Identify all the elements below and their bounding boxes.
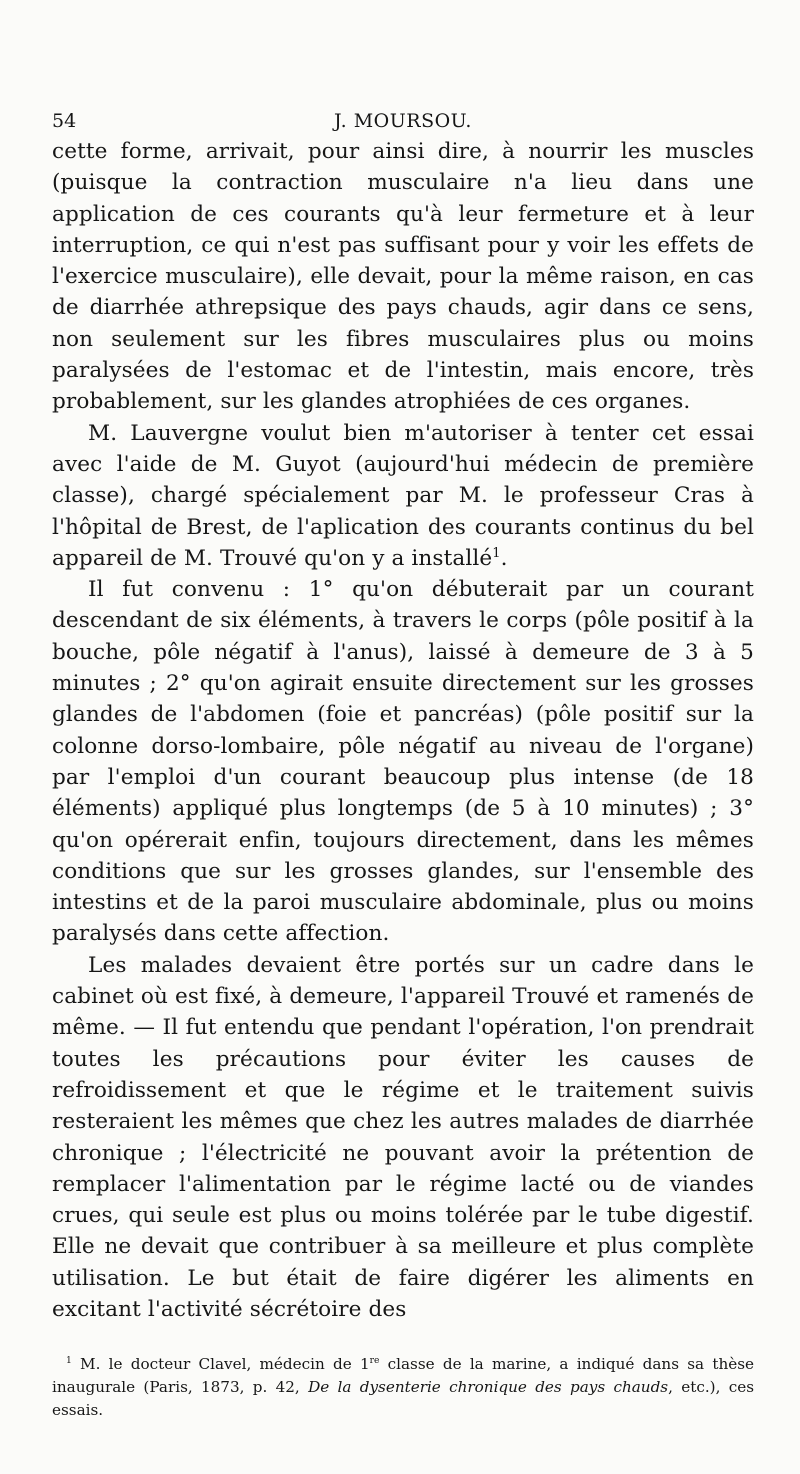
body-text xyxy=(52,136,754,1325)
paragraph-text: M. Lauvergne voulut bien m'autoriser à tenter cet essai avec l'aide de M. Guyot (aujourd'hui médecin de première classe), chargé spécialement par M. le professeur Cras à l'hôpital de Brest, de l'aplication des courants continus du bel appareil de M. Trouvé qu'on y a installé xyxy=(52,420,754,571)
footnote-ordinal: re xyxy=(369,1356,380,1367)
footnote-mark: 1 xyxy=(66,1356,72,1367)
paragraph-text: . xyxy=(500,545,508,571)
footnote-text: , etc.), ces essais. xyxy=(52,1378,754,1420)
page-number: 54 xyxy=(52,110,77,132)
footnotes xyxy=(52,1353,754,1422)
footnote-text: classe de la marine, a indiqué dans sa thèse inaugurale (Paris, 1873, p. 42, xyxy=(52,1355,754,1397)
paragraph xyxy=(52,418,754,574)
page-header xyxy=(52,96,754,136)
paragraph: Il fut convenu : 1° qu'on débuterait par un courant descendant de six éléments, à travers le corps (pôle positif à la bouche, pôle négatif à l'anus), laissé à demeure de 3 à 5 minutes ; 2° qu'on agirait ensuite directement sur les grosses glandes de l'abdomen (foie et pancréas) (pôle positif sur la colonne dorso-lombaire, pôle négatif au niveau de l'organe) par l'emploi d'un courant beaucoup plus intense (de 18 éléments) appliqué plus longtemps (de 5 à 10 minutes) ; 3° qu'on opérerait enfin, toujours directement, dans les mêmes conditions que sur les grosses glandes, sur l'ensemble des intestins et de la paroi musculaire abdominale, plus ou moins paralysés dans cette affection. xyxy=(52,577,754,947)
footnote xyxy=(52,1353,754,1422)
footnote-reference[interactable]: 1 xyxy=(492,545,501,561)
footnote-cited-title: De la dysenterie chronique des pays chauds xyxy=(308,1378,669,1397)
footnote-text: M. le docteur Clavel, médecin de 1 xyxy=(80,1355,370,1374)
paragraph: cette forme, arrivait, pour ainsi dire, à nourrir les muscles (puisque la contraction musculaire n'a lieu dans une application de ces courants qu'à leur fermeture et à leur interruption, ce qui n'est pas suffisant pour y voir les effets de l'exercice musculaire), elle devait, pour la même raison, en cas de diarrhée athrepsique des pays chauds, agir dans ce sens, non seulement sur les fibres musculaires plus ou moins paralysées de l'estomac et de l'intestin, mais encore, très probablement, sur les glandes atrophiées de ces organes. xyxy=(52,139,754,415)
paragraph: Les malades devaient être portés sur un cadre dans le cabinet où est fixé, à demeure, l'appareil Trouvé et ramenés de même. — Il fut entendu que pendant l'opération, l'on prendrait toutes les précautions pour éviter les causes de refroidissement et que le régime et le traitement suivis resteraient les mêmes que chez les autres malades de diarrhée chronique ; l'électricité ne pouvant avoir la prétention de remplacer l'alimentation par le régime lacté ou de viandes crues, qui seule est plus ou moins tolérée par le tube digestif. Elle ne devait que contribuer à sa meilleure et plus complète utilisation. Le but était de faire digérer les aliments en excitant l'activité sécrétoire des xyxy=(52,952,754,1322)
running-title: J. MOURSOU. xyxy=(334,110,472,132)
